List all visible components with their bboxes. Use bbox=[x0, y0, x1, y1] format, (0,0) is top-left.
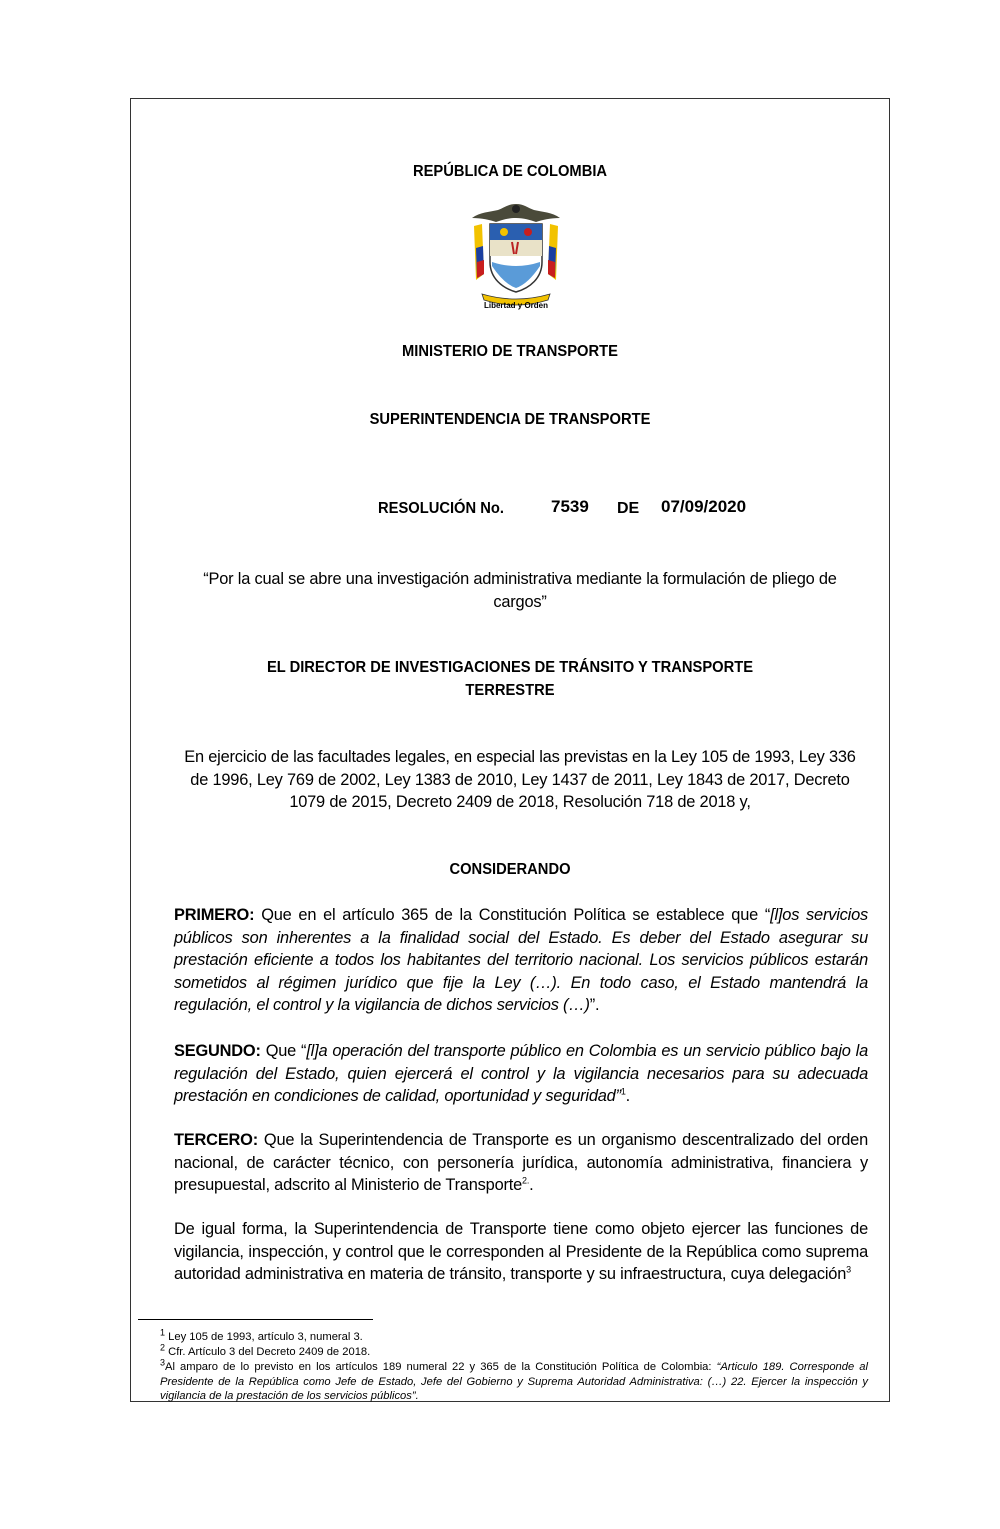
country-heading: REPÚBLICA DE COLOMBIA bbox=[412, 163, 608, 180]
footnote-1 bbox=[160, 1327, 868, 1345]
footnote-1-text: Ley 105 de 1993, artículo 3, numeral 3. bbox=[165, 1331, 363, 1343]
footnote-2-text: Cfr. Artículo 3 del Decreto 2409 de 2018. bbox=[165, 1346, 371, 1358]
igual-text: De igual forma, la Superintendencia de Transporte tiene como objeto ejercer las funciones de vigilancia, inspección, y control que le corresponden al Presidente de la República como suprema autoridad administrativa en materia de tránsito, transporte y su infraestructura, cuya delegación bbox=[174, 1220, 868, 1283]
footnote-1-number: 1 bbox=[160, 1327, 166, 1338]
tercero-text: Que la Superintendencia de Transporte es un organismo descentralizado del orden nacional, de carácter técnico, con personería jurídica, autonomía administrativa, financiera y presupuestal, adscrito al Ministerio de Transporte bbox=[174, 1131, 868, 1194]
paragraph-de-igual-forma bbox=[174, 1218, 868, 1286]
footnote-3-text: Al amparo de lo previsto en los artículos 189 numeral 22 y 365 de la Constitución Política de Colombia: bbox=[165, 1361, 717, 1373]
segundo-end: . bbox=[625, 1087, 631, 1105]
primero-quote: [l]os servicios públicos son inherentes a la finalidad social del Estado. Es deber del Estado asegurar su prestación eficiente a todos los habitantes del territorio nacional. Los servicios públicos estarán sometidos al régimen jurídico que fije la Ley (…). En todo caso, el Estado mantendrá la regulación, el control y la vigilancia de dichos servicios (…) bbox=[174, 906, 868, 1014]
footnote-separator bbox=[138, 1319, 373, 1320]
tercero-label: TERCERO: bbox=[174, 1131, 258, 1149]
paragraph-tercero bbox=[174, 1129, 868, 1197]
legal-powers-paragraph: En ejercicio de las facultades legales, en especial las previstas en la Ley 105 de 1993, Ley 336 de 1996, Ley 769 de 2002, Ley 1383 de 2010, Ley 1437 de 2011, Ley 1843 de 2017, Decreto 1079 de 2015, Decreto 2409 de 2018, Resolución 718 de 2018 y, bbox=[184, 748, 856, 811]
coat-of-arms-icon bbox=[468, 200, 564, 312]
resolution-date: 07/09/2020 bbox=[661, 497, 747, 516]
paragraph-primero bbox=[174, 904, 868, 1017]
footnote-2 bbox=[160, 1342, 868, 1360]
footnote-3 bbox=[160, 1357, 868, 1404]
ministry-heading: MINISTERIO DE TRANSPORTE bbox=[402, 343, 618, 360]
footnote-2-number: 2 bbox=[160, 1342, 166, 1353]
director-title-line2: TERRESTRE bbox=[465, 682, 555, 699]
footnote-3-number: 3 bbox=[160, 1357, 166, 1368]
resolution-de: DE bbox=[617, 500, 640, 517]
footnote-ref-1[interactable]: 1 bbox=[620, 1086, 626, 1097]
segundo-quote: [l]a operación del transporte público en Colombia es un servicio público bajo la regulación del Estado, quien ejercerá el control y la vigilancia necesarios para su adecuada prestación en condiciones de calidad, oportunidad y seguridad” bbox=[174, 1042, 868, 1105]
tercero-end: . bbox=[529, 1176, 534, 1194]
footnote-ref-2[interactable]: 2. bbox=[522, 1175, 530, 1186]
primero-label: PRIMERO: bbox=[174, 906, 255, 924]
agency-heading: SUPERINTENDENCIA DE TRANSPORTE bbox=[369, 411, 651, 428]
director-title-line1: EL DIRECTOR DE INVESTIGACIONES DE TRÁNSITO Y TRANSPORTE bbox=[266, 659, 754, 676]
motto-text: Libertad y Orden bbox=[483, 301, 548, 310]
footnote-ref-3[interactable]: 3 bbox=[846, 1264, 851, 1275]
primero-text: Que en el artículo 365 de la Constitución Política se establece que “ bbox=[254, 906, 771, 924]
resolution-subject: “Por la cual se abre una investigación administrativa mediante la formulación de pliego de cargos” bbox=[203, 570, 837, 611]
resolution-number: 7539 bbox=[551, 497, 589, 516]
considerando-heading: CONSIDERANDO bbox=[449, 861, 571, 878]
segundo-text: Que “ bbox=[260, 1042, 307, 1060]
footnote-3-quote: “Articulo 189. Corresponde al Presidente de la República como Jefe de Estado, Jefe del Gobierno y Suprema Autoridad Administrativa: (…) 22. Ejercer la inspección y vigilancia de la prestación de los servicios públicos”. bbox=[160, 1361, 868, 1402]
paragraph-segundo bbox=[174, 1040, 868, 1108]
resolution-label: RESOLUCIÓN No. bbox=[378, 500, 504, 517]
primero-end: ”. bbox=[589, 996, 600, 1014]
segundo-label: SEGUNDO: bbox=[174, 1042, 261, 1060]
